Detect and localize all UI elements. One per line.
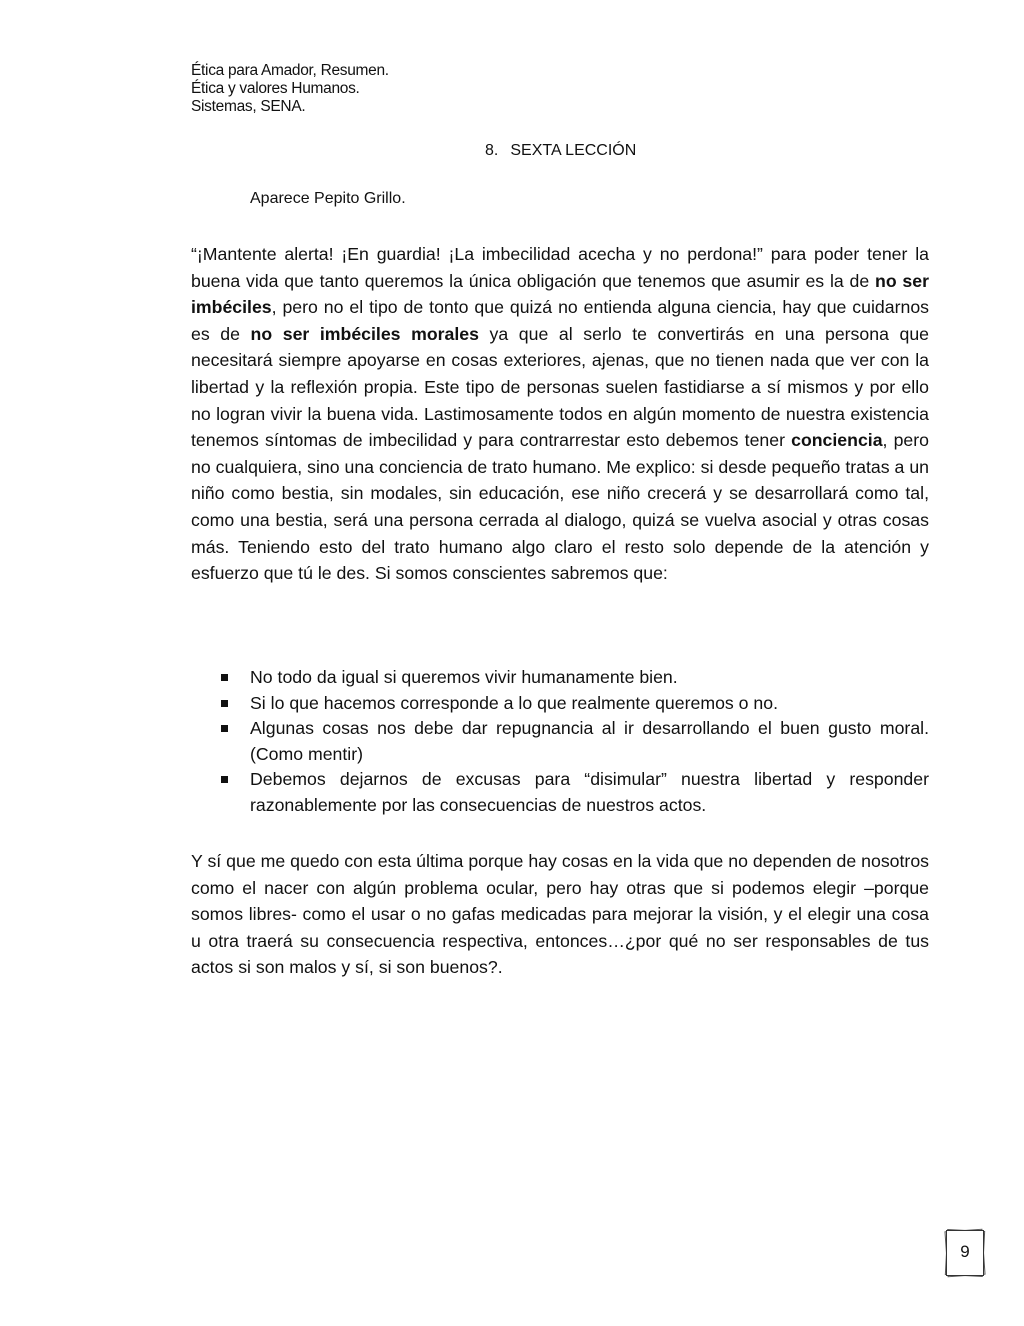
paragraph-1-text-b: , pero no el tipo de tonto que quizá no entienda alguna ciencia, hay que cuidarnos es de — [191, 297, 929, 344]
header-line-institution: Sistemas, SENA. — [191, 98, 306, 115]
list-item — [191, 716, 929, 767]
bold-no-ser-imbeciles: no ser imbéciles — [191, 270, 929, 318]
list-item-text: Algunas cosas nos debe dar repugnancia al ir desarrollando el buen gusto moral. (Como mentir) — [250, 718, 929, 764]
square-bullet-icon — [221, 776, 228, 783]
list-item — [191, 665, 929, 691]
square-bullet-icon — [221, 674, 228, 681]
list-item-text: Si lo que hacemos corresponde a lo que realmente queremos o no. — [250, 692, 778, 713]
square-bullet-icon — [221, 700, 228, 707]
paragraph-1-text-a: “¡Mantente alerta! ¡En guardia! ¡La imbecilidad acecha y no perdona!” para poder tener la buena vida que tanto queremos la única obligación que tenemos que asumir es la de — [191, 244, 929, 291]
list-item-text: No todo da igual si queremos vivir humanamente bien. — [250, 667, 678, 687]
bullet-list — [191, 665, 929, 818]
list-item-text: Debemos dejarnos de excusas para “disimular” nuestra libertad y responder razonablemente por las consecuencias de nuestros actos. — [250, 769, 929, 815]
paragraph-1-text-d: , pero no cualquiera, sino una conciencia de trato humano. Me explico: si desde pequeño tratas a un niño como bestia, sin modales, sin educación, ese niño crecerá y se desarrollará como tal, como una bestia, será una persona cerrada al dialogo, quizá se vuelva asocial y otras cosas más. Teniendo esto del trato humano algo claro el resto solo depende de la atención y esfuerzo que tú le des. Si somos conscientes sabremos que: — [191, 430, 929, 584]
list-item — [191, 767, 929, 818]
header-line-subject: Ética y valores Humanos. — [191, 80, 360, 97]
square-bullet-icon — [221, 725, 228, 732]
body-paragraph-2: Y sí que me quedo con esta última porque hay cosas en la vida que no dependen de nosotros como el nacer con algún problema ocular, pero hay otras que si podemos elegir –porque somos libres- como el usar o no gafas medicadas para mejorar la visión, y el elegir una cosa u otra traerá su consecuencia respectiva, entonces…¿por qué no ser responsables de tus actos si son malos y sí, si son buenos?. — [191, 851, 929, 978]
document-header — [191, 62, 389, 116]
paragraph-1-text-c: ya que al serlo te convertirás en una persona que necesitará siempre apoyarse en cosas exteriores, ajenas, que no tienen nada que ver con la libertad y la reflexión propia. Este tipo de personas suelen fastidiarse a sí mismos y por ello no logran vivir la buena vida. Lastimosamente todos en algún momento de nuestra existencia tenemos síntomas de imbecilidad y para contrarrestar esto debemos tener — [191, 323, 930, 451]
section-title-text: SEXTA LECCIÓN — [510, 142, 637, 159]
bold-conciencia: conciencia — [791, 430, 883, 451]
section-heading — [485, 142, 636, 160]
body-paragraph-1 — [191, 241, 929, 587]
list-item — [191, 691, 929, 717]
section-subtitle: Aparece Pepito Grillo. — [250, 190, 406, 207]
bold-no-ser-imbeciles-morales: no ser imbéciles morales — [250, 323, 479, 344]
page-number: 9 — [960, 1242, 970, 1261]
section-number: 8. — [485, 142, 499, 159]
header-line-title: Ética para Amador, Resumen. — [191, 62, 389, 79]
page-number-box — [946, 1230, 984, 1276]
